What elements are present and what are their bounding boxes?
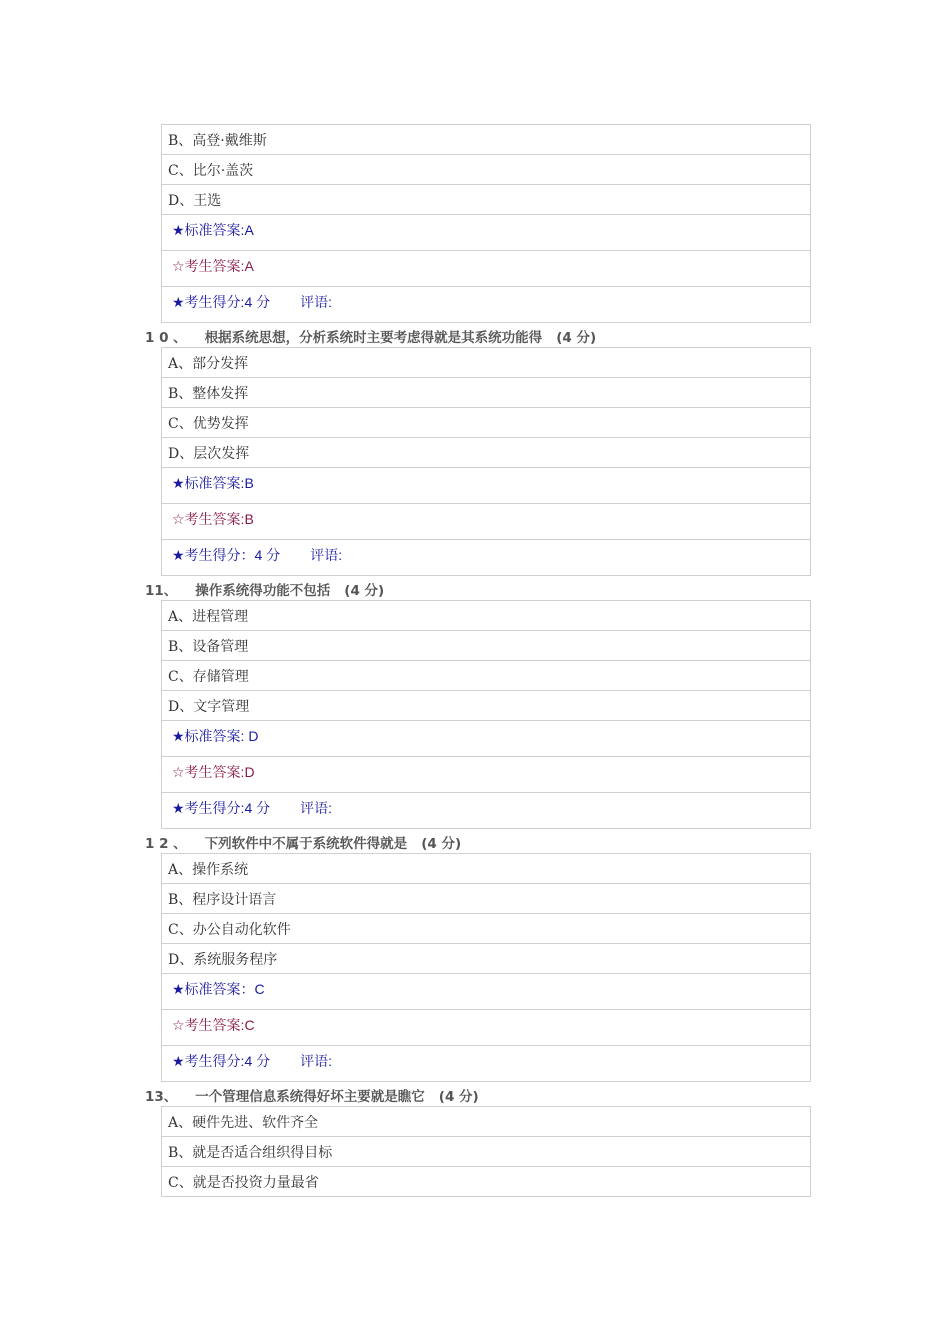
question-number: 1 0 、 [145, 330, 187, 346]
standard-answer: ★标准答案:B [162, 468, 810, 504]
option-d: D、层次发挥 [162, 438, 810, 468]
question-12-block [161, 853, 811, 1082]
option-b: B、整体发挥 [162, 378, 810, 408]
option-b: B、设备管理 [162, 631, 810, 661]
option-d: D、王选 [162, 185, 810, 215]
student-answer: ☆考生答案:A [162, 251, 810, 287]
student-answer: ☆考生答案:B [162, 504, 810, 540]
question-number: 1 2 、 [145, 836, 187, 852]
comment-label: 评语: [300, 1053, 333, 1069]
score-value: ★考生得分:4 分 [172, 294, 271, 310]
comment-label: 评语: [310, 547, 343, 563]
question-10-title [145, 326, 596, 346]
question-text: 操作系统得功能不包括 [195, 583, 331, 599]
option-a: A、进程管理 [162, 601, 810, 631]
question-13-title [145, 1085, 479, 1105]
question-10-block [161, 347, 811, 576]
option-b: B、高登·戴维斯 [162, 125, 810, 155]
option-a: A、硬件先进、软件齐全 [162, 1107, 810, 1137]
question-text: 下列软件中不属于系统软件得就是 [204, 836, 408, 852]
comment-label: 评语: [300, 800, 333, 816]
score-row [162, 793, 810, 829]
question-number: 13、 [145, 1089, 178, 1105]
question-12-title [145, 832, 461, 852]
score-row [162, 540, 810, 576]
score-value: ★考生得分:4 分 [172, 1053, 271, 1069]
question-text: 根据系统思想，分析系统时主要考虑得就是其系统功能得 [204, 330, 543, 346]
question-9-block [161, 124, 811, 323]
option-c: C、优势发挥 [162, 408, 810, 438]
option-d: D、文字管理 [162, 691, 810, 721]
standard-answer: ★标准答案: D [162, 721, 810, 757]
question-11-title [145, 579, 384, 599]
score-row [162, 1046, 810, 1082]
option-c: C、比尔·盖茨 [162, 155, 810, 185]
score-value: ★考生得分：4 分 [172, 547, 281, 563]
option-a: A、部分发挥 [162, 348, 810, 378]
comment-label: 评语: [300, 294, 333, 310]
question-points: (4 分) [438, 1089, 479, 1105]
score-row [162, 287, 810, 323]
standard-answer: ★标准答案:A [162, 215, 810, 251]
option-c: C、办公自动化软件 [162, 914, 810, 944]
option-c: C、就是否投资力量最省 [162, 1167, 810, 1197]
question-points: (4 分) [421, 836, 462, 852]
question-points: (4 分) [344, 583, 385, 599]
student-answer: ☆考生答案:C [162, 1010, 810, 1046]
student-answer: ☆考生答案:D [162, 757, 810, 793]
question-13-block [161, 1106, 811, 1197]
score-value: ★考生得分:4 分 [172, 800, 271, 816]
option-d: D、系统服务程序 [162, 944, 810, 974]
option-c: C、存储管理 [162, 661, 810, 691]
option-b: B、程序设计语言 [162, 884, 810, 914]
option-b: B、就是否适合组织得目标 [162, 1137, 810, 1167]
question-number: 11、 [145, 583, 178, 599]
standard-answer: ★标准答案：C [162, 974, 810, 1010]
question-points: (4 分) [556, 330, 597, 346]
question-11-block [161, 600, 811, 829]
option-a: A、操作系统 [162, 854, 810, 884]
question-text: 一个管理信息系统得好坏主要就是瞧它 [195, 1089, 425, 1105]
